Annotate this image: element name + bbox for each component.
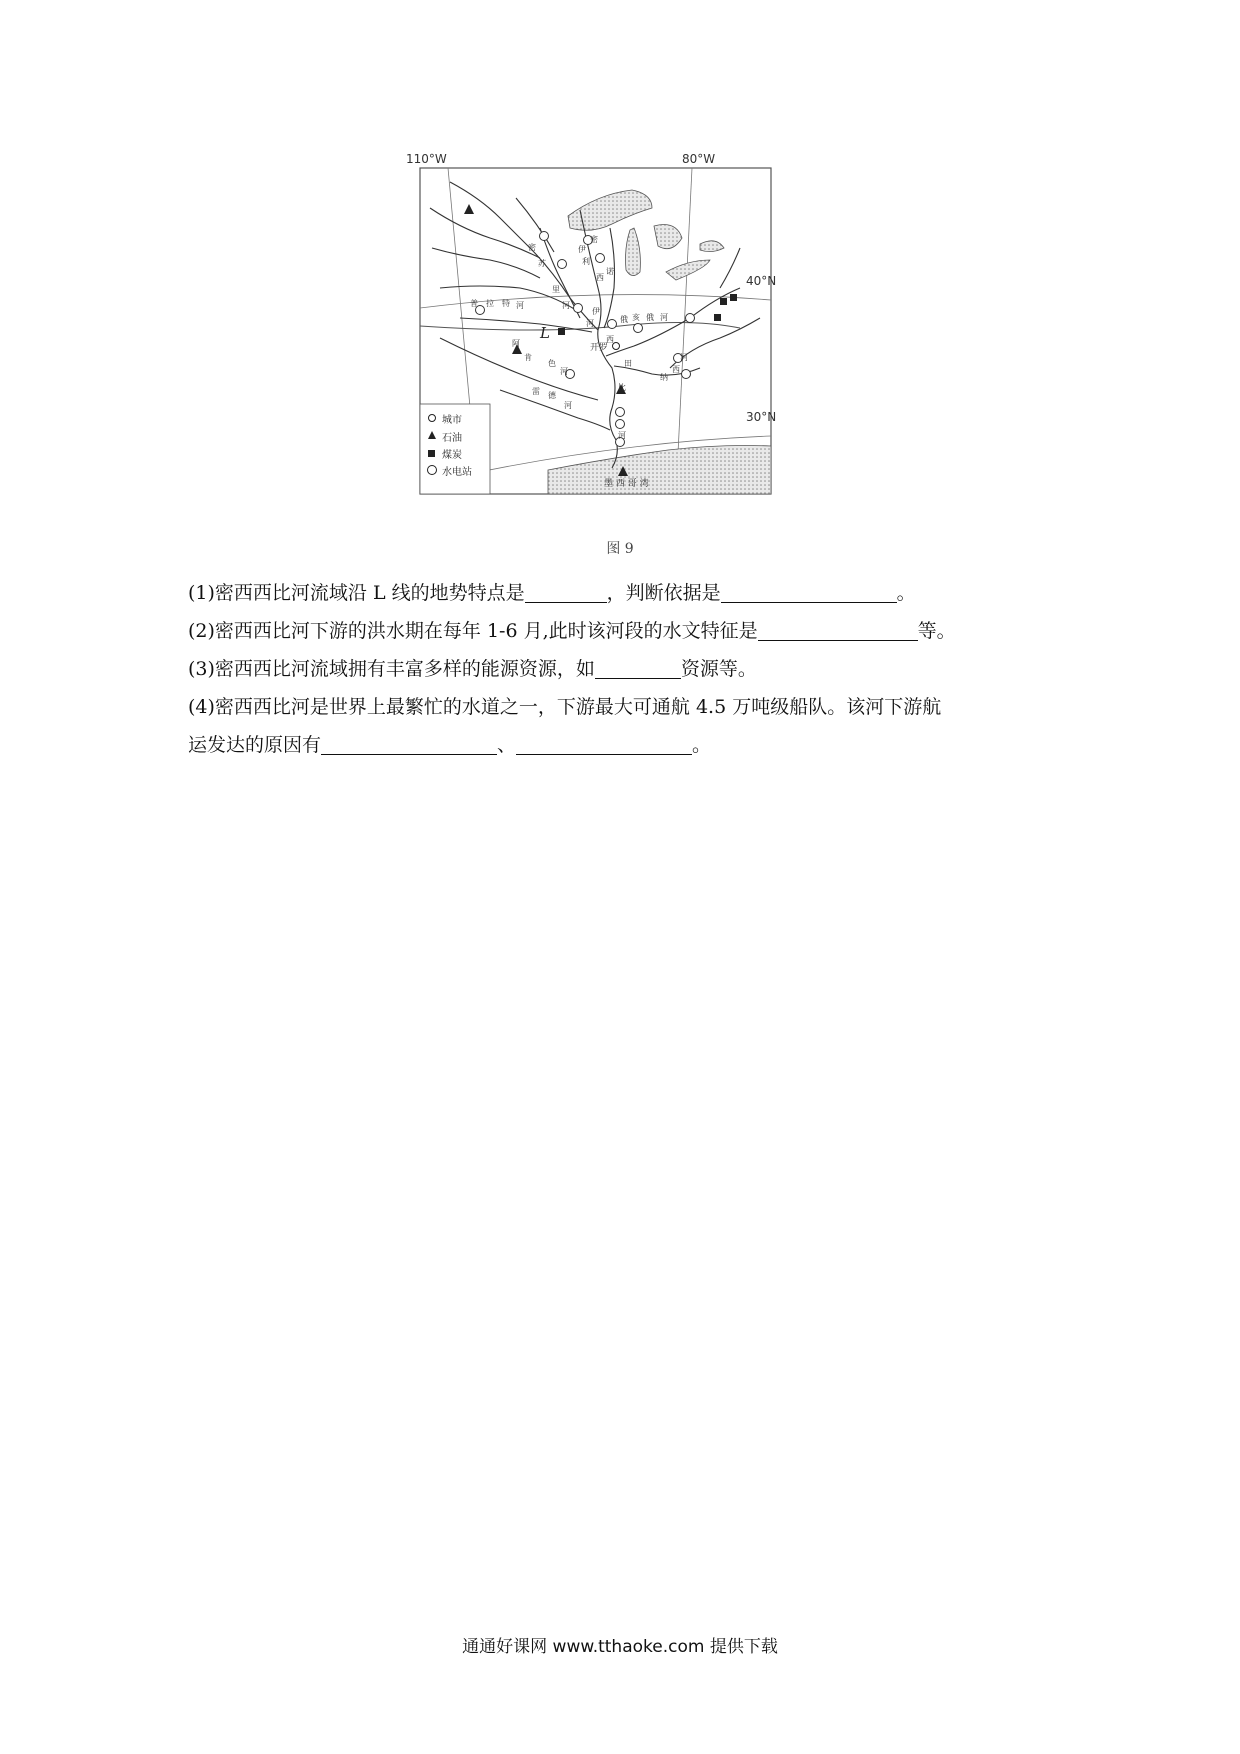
river-char: 河 (680, 353, 688, 362)
hydro-station (634, 324, 643, 333)
hydro-station (616, 420, 625, 429)
hydro-station (558, 260, 567, 269)
legend-hydro-icon (428, 466, 437, 475)
q3-blank-1[interactable] (595, 656, 681, 679)
q4-text-c: 。 (692, 734, 712, 756)
q1-blank-1[interactable] (525, 580, 607, 603)
river-char: 西 (672, 365, 680, 374)
city-label: 开罗 (590, 343, 609, 353)
legend-coal-icon (428, 450, 435, 457)
river-char: 普 (470, 299, 478, 308)
coal-symbol (720, 298, 727, 305)
q4-text-b: 、 (497, 734, 517, 756)
q1-text-c: 。 (896, 582, 916, 604)
legend-city-label: 城市 (442, 415, 462, 426)
hydro-station (616, 408, 625, 417)
q1-text-b: ，判断依据是 (606, 582, 721, 604)
river-char: 伊 (578, 245, 586, 254)
river-char: 诺 (606, 267, 614, 276)
river-char: 特 (502, 299, 510, 308)
river-char: 德 (548, 391, 556, 400)
question-4-line-2 (188, 727, 711, 763)
river-char: 河 (560, 367, 568, 376)
river-char: 色 (548, 359, 556, 368)
river-char: 亥 (632, 313, 640, 322)
river-char: 河 (618, 431, 626, 440)
question-2 (188, 613, 956, 649)
legend-city-icon (429, 415, 436, 422)
lat-label-30n: 30°N (746, 410, 777, 424)
river-char: 西 (596, 273, 604, 282)
river-char: 肯 (524, 353, 532, 362)
river-char: 密 (590, 235, 598, 244)
q3-text-b: 资源等。 (680, 658, 757, 680)
river-char: 河 (516, 301, 524, 310)
lat-label-40n: 40°N (746, 274, 777, 288)
q4-blank-1[interactable] (321, 732, 497, 755)
hydro-station (682, 370, 691, 379)
q2-text-a: (2)密西西比河下游的洪水期在每年 1-6 月,此时该河段的水文特征是 (188, 620, 758, 642)
legend-hydro-label: 水电站 (442, 467, 472, 478)
l-line-label: L (540, 324, 550, 342)
footer-text: 通通好课网 www.tthaoke.com 提供下载 (462, 1637, 778, 1657)
q4-blank-2[interactable] (516, 732, 692, 755)
legend-oil-label: 石油 (442, 433, 462, 444)
river-char: 河 (562, 301, 570, 310)
river-char: 阿 (512, 339, 520, 348)
question-4-line-1 (188, 689, 941, 725)
river-char: 拉 (486, 299, 494, 308)
river-char: 密 (528, 243, 536, 252)
lon-label-80w: 80°W (682, 152, 716, 166)
river-char: 河 (660, 313, 668, 322)
hydro-station (540, 232, 549, 241)
q4-text-line1: (4)密西西比河是世界上最繁忙的水道之一，下游最大可通航 4.5 万吨级船队。该河下游航 (188, 696, 942, 718)
river-char: 雷 (532, 387, 540, 396)
river-char: 苏 (538, 259, 546, 268)
river-char: 田 (624, 359, 632, 368)
river-char: 俄 (620, 315, 628, 324)
q1-blank-2[interactable] (721, 580, 897, 603)
hydro-station (596, 254, 605, 263)
river-char: 纳 (660, 373, 668, 382)
river-char: 比 (618, 383, 626, 392)
river-char: 俄 (646, 313, 654, 322)
hydro-station (608, 320, 617, 329)
question-3 (188, 651, 757, 687)
mississippi-basin-map (406, 152, 780, 530)
q4-text-a: 运发达的原因有 (188, 734, 322, 756)
gulf-label: 墨 西 哥 湾 (604, 479, 649, 489)
river-char: 河 (564, 401, 572, 410)
figure-caption: 图 9 (606, 541, 634, 557)
q1-text-a: (1)密西西比河流域沿 L 线的地势特点是 (188, 582, 525, 604)
question-1 (188, 575, 916, 611)
q3-text-a: (3)密西西比河流域拥有丰富多样的能源资源，如 (188, 658, 595, 680)
river-char: 西 (606, 335, 614, 344)
hydro-station (686, 314, 695, 323)
legend-coal-label: 煤炭 (442, 450, 462, 461)
coal-symbol (714, 314, 721, 321)
coal-symbol (558, 328, 565, 335)
q2-text-b: 等。 (917, 620, 956, 642)
river-char: 伊 (592, 307, 600, 316)
river-char: 利 (582, 257, 590, 266)
coal-symbol (730, 294, 737, 301)
river-char: 河 (586, 319, 594, 328)
hydro-station (574, 304, 583, 313)
q2-blank-1[interactable] (758, 618, 918, 641)
river-char: 里 (552, 285, 560, 294)
lon-label-110w: 110°W (406, 152, 447, 166)
